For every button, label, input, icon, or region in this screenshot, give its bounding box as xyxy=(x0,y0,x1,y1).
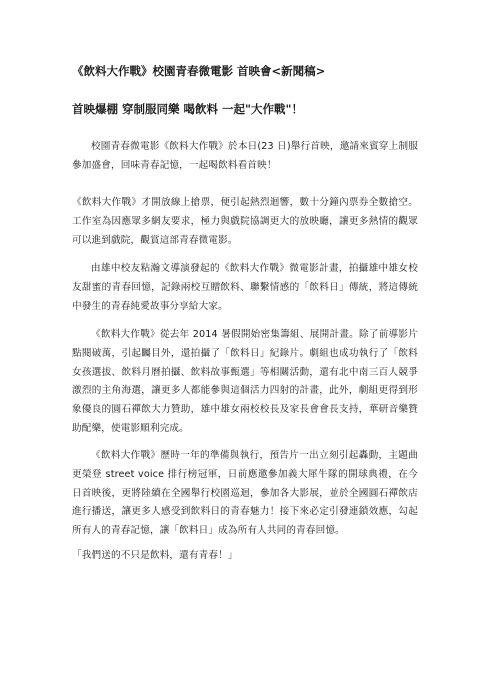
paragraph-quote: 「我們送的不只是飲料，還有青春！」 xyxy=(72,550,238,561)
document-title: 《飲料大作戰》校園青春微電影 首映會<新聞稿> xyxy=(72,64,326,78)
document-headline: 首映爆棚 穿制服同樂 喝飲料 一起"大作戰"！ xyxy=(72,102,303,116)
paragraph-intro: 校園青春微電影《飲料大作戰》於本日(23 日)舉行首映，邀請來賓穿上制服參加盛會，回味青春記憶，一起喝飲料看首映！ xyxy=(72,141,418,171)
paragraph-origin: 由雄中校友粘瀚文導演發起的《飲料大作戰》微電影計畫，拍攝雄中雄女校友甜蜜的青春回憶，記錄兩校互贈飲料、聯繫情感的「飲料日」傳統，將這傳統中發生的青春純愛故事分享給大家。 xyxy=(72,263,418,312)
paragraph-production: 《飲料大作戰》從去年 2014 暑假開始密集籌組、展開計畫。除了前導影片點閱破萬，引起矚目外，還拍攝了「飲料日」紀錄片。劇組也成功執行了「飲料女孩選拔、飲料月曆拍攝、飲料故事甄選」等相關活動，還有北中南三百人競爭激烈的主角海選，讓更多人都能參與這個活力四射的計畫，此外，劇組更得到形象優良的圓石禪飲大力贊助，雄中雄女兩校校長及家長會會長支持，華研音樂贊助配樂，使電影順利完成。 xyxy=(72,329,418,434)
paragraph-outlook: 《飲料大作戰》歷時一年的準備與執行，預告片一出立刻引起轟動，主題曲更榮登 street voice 排行榜冠軍，日前應邀參加義大犀牛隊的開球典禮，在今日首映後，更將陸續在全國舉行校園巡迴，參加各大影展，並於全國圓石禪飲店進行播送，讓更多人感受到飲料日的青春魅力！接下來必定引發連鎖效應，勾起所有人的青春記憶，讓「飲料日」成為所有人共同的青春回憶。 xyxy=(72,450,418,537)
paragraph-tickets: 《飲料大作戰》才開放線上搶票，便引起熱烈迴響，數十分鐘內票券全數搶空。工作室為因應眾多網友要求，極力與戲院協調更大的放映廳，讓更多熱情的觀眾可以進到戲院，觀賞這部青春微電影。 xyxy=(72,197,418,246)
